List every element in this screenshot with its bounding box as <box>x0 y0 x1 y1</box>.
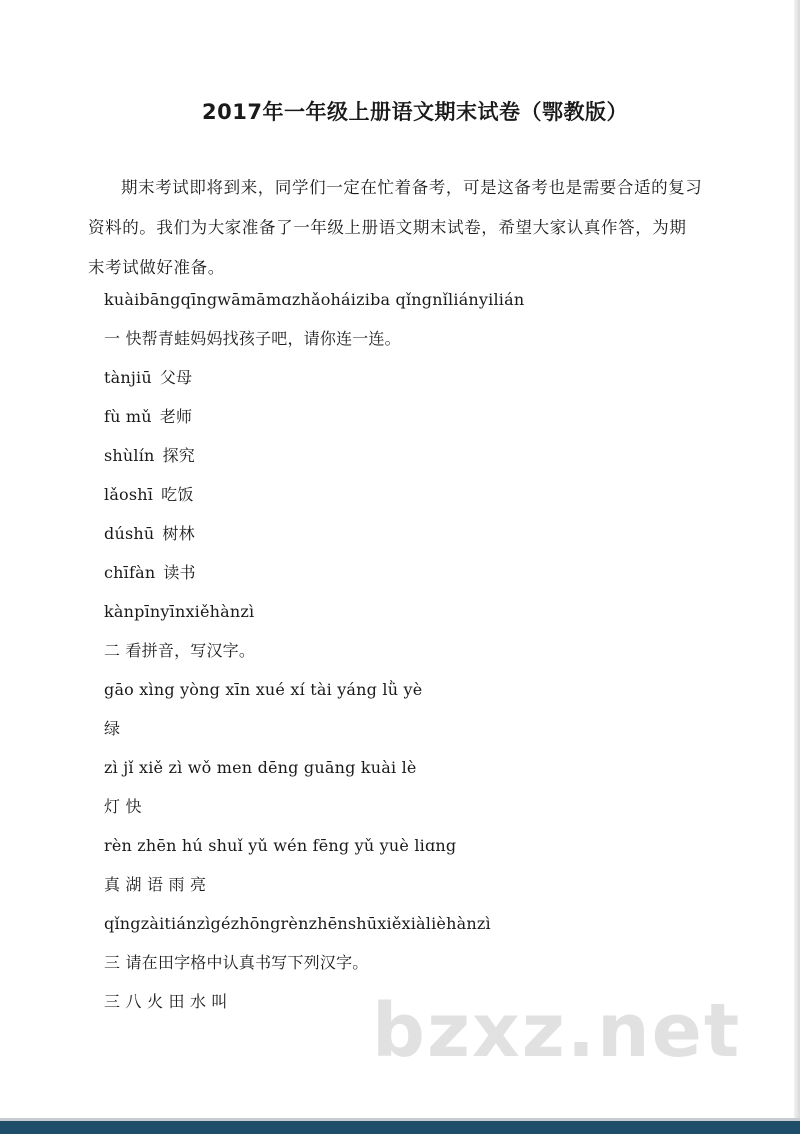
section1-heading: 一 快帮青蛙妈妈找孩子吧，请你连一连。 <box>104 329 401 348</box>
match-pinyin: lǎoshī <box>104 485 154 504</box>
section2-row2-pinyin: zì jǐ xiě zì wǒ men dēng guāng kuài lè <box>104 758 417 777</box>
intro-paragraph: 期末考试即将到来，同学们一定在忙着备考，可是这备考也是需要合适的复习资料的。我们为大家准备了一年级上册语文期末试卷，希望大家认真作答，为期末考试做好准备。 <box>88 178 703 277</box>
match-row <box>104 562 196 584</box>
section3-heading: 三 请在田字格中认真书写下列汉字。 <box>104 953 369 972</box>
section2-row1-chars: 绿 <box>104 719 121 738</box>
match-pinyin: fù mǔ <box>104 407 152 426</box>
match-row <box>104 523 195 545</box>
match-pinyin: dúshū <box>104 524 155 543</box>
bottom-bar <box>0 1118 800 1134</box>
match-row <box>104 484 194 506</box>
page-edge <box>794 0 800 1118</box>
section2-row3-pinyin: rèn zhēn hú shuǐ yǔ wén fēng yǔ yuè liɑng <box>104 836 457 855</box>
match-word: 吃饭 <box>161 485 194 504</box>
match-pinyin: chīfàn <box>104 563 156 582</box>
match-row <box>104 445 195 467</box>
match-pinyin: tànjiū <box>104 368 152 387</box>
match-row <box>104 367 192 389</box>
section2-pinyin: kànpīnyīnxiěhànzì <box>104 602 255 621</box>
section2-row2-chars: 灯 快 <box>104 797 142 816</box>
match-word: 老师 <box>159 407 193 426</box>
document-title: 2017年一年级上册语文期末试卷（鄂教版） <box>202 100 628 124</box>
match-word: 树林 <box>162 524 195 543</box>
section2-row1-pinyin: gāo xìng yòng xīn xué xí tài yáng lǜ yè <box>104 680 423 699</box>
section1-pinyin: kuàibāngqīngwāmāmɑzhǎoháiziba qǐngnǐliányilián <box>104 290 525 309</box>
match-row <box>104 406 192 428</box>
section3-pinyin: qǐngzàitiánzìgézhōngrènzhēnshūxiěxiàlièhànzì <box>104 914 491 933</box>
watermark: bzxz.net <box>372 988 742 1074</box>
match-word: 读书 <box>163 563 196 582</box>
section3-chars: 三 八 火 田 水 叫 <box>104 992 228 1011</box>
match-word: 父母 <box>159 368 193 387</box>
section2-row3-chars: 真 湖 语 雨 亮 <box>104 875 207 894</box>
match-word: 探究 <box>162 446 195 465</box>
match-pinyin: shùlín <box>104 446 155 465</box>
section2-heading: 二 看拼音，写汉字。 <box>104 641 256 660</box>
